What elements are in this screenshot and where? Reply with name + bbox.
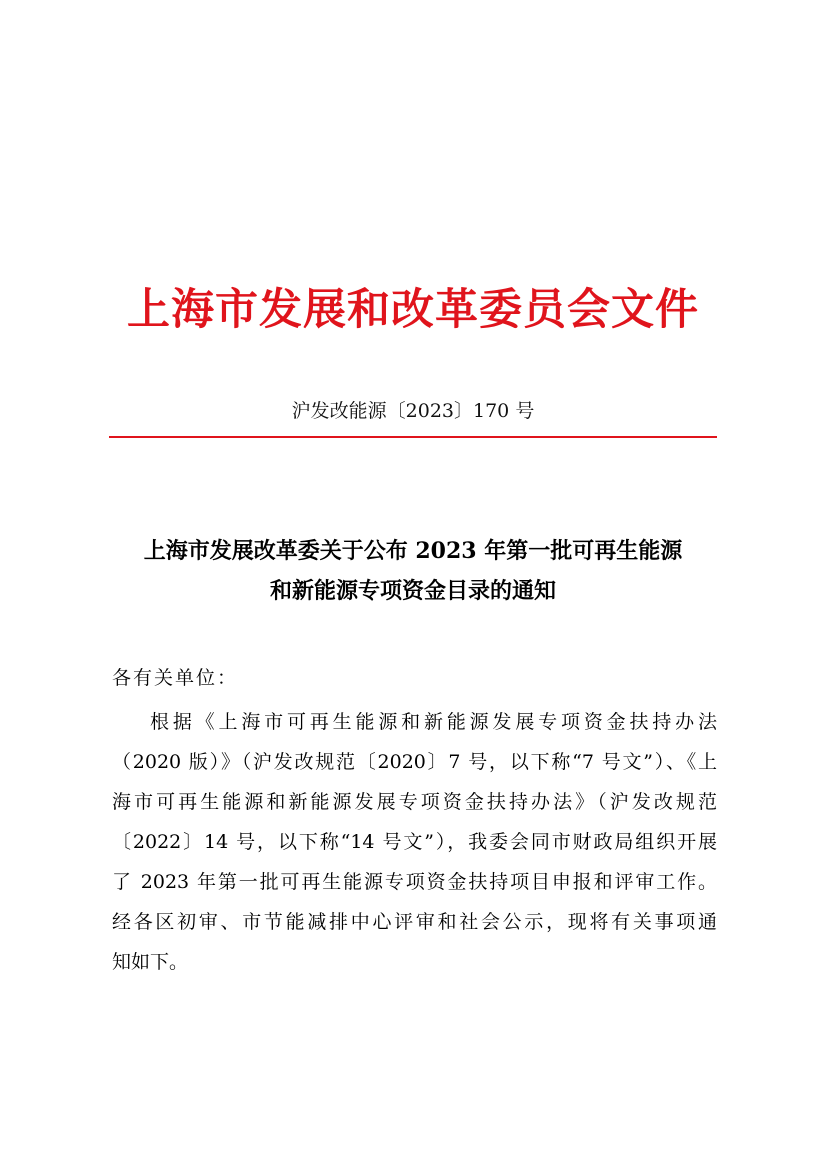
- body-line-4: 〔2022〕14 号，以下称“14 号文”），我委会同市财政局组织开展: [112, 831, 717, 853]
- red-separator-line: [109, 436, 717, 438]
- body-line-1: 根据《上海市可再生能源和新能源发展专项资金扶持办法: [150, 711, 717, 733]
- notice-title-line-1: 上海市发展改革委关于公布 2023 年第一批可再生能源: [143, 538, 683, 564]
- notice-title-line-2: 和新能源专项资金目录的通知: [269, 578, 556, 604]
- body-line-7: 知如下。: [112, 951, 189, 973]
- salutation: 各有关单位：: [112, 667, 239, 689]
- body-line-3: 海市可再生能源和新能源发展专项资金扶持办法》（沪发改规范: [112, 791, 717, 813]
- notice-title: [60, 531, 766, 611]
- body-line-2: （2020 版）》（沪发改规范〔2020〕7 号，以下称“7 号文”）、《上: [112, 751, 717, 773]
- document-number: 沪发改能源〔2023〕170 号: [291, 400, 535, 422]
- body-paragraph: [112, 702, 717, 982]
- body-line-5: 了 2023 年第一批可再生能源专项资金扶持项目申报和评审工作。: [112, 871, 717, 893]
- body-line-6: 经各区初审、市节能减排中心评审和社会公示，现将有关事项通: [112, 911, 717, 933]
- issuer-masthead-title: 上海市发展和改革委员会文件: [127, 285, 699, 335]
